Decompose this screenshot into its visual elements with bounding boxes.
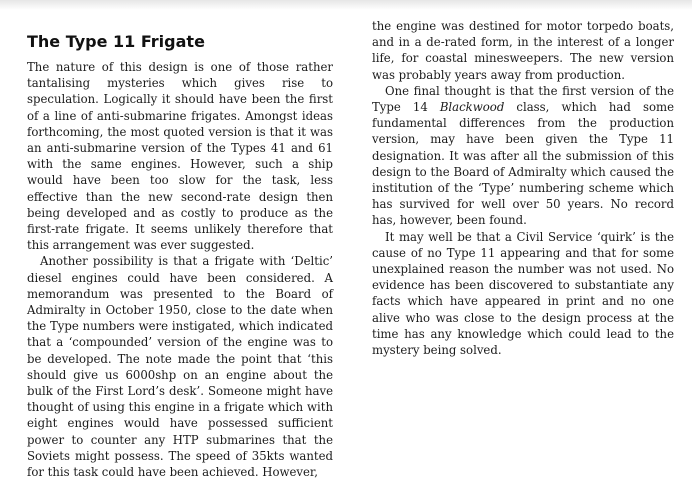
paragraph-4-text-b: class, which had some fundamental differences from the production version, may have been given the Type 11 designation. It was after all the submission of this design to the Board of Admiralty which caused the institution of the ‘Type’ numbering scheme which has survived for well over 50 years. No record has, however, been found. <box>372 100 674 228</box>
paragraph-1: The nature of this design is one of those rather tantalising mysteries which gives rise to speculation. Logically it should have been the first of a line of anti-submarine frigates. Amongst ideas forthcoming, the most quoted version is that it was an anti-submarine version of the Types 41 and 61 with the same engines. However, such a ship would have been too slow for the task, less effective than the new second-rate design then being developed and as costly to produce as the first-rate frigate. It seems unlikely therefore that this arrangement was ever suggested. <box>27 60 333 253</box>
page-edge-shadow <box>0 0 692 10</box>
ship-class-name: Blackwood <box>439 100 505 115</box>
paragraph-5: It may well be that a Civil Service ‘quirk’ is the cause of no Type 11 appearing and that for some unexplained reason the number was not used. No evidence has been discovered to substantiate any facts which have appeared in print and no one alive who was close to the design process at the time has any knowledge which could lead to the mystery being solved. <box>372 229 674 358</box>
paragraph-2: Another possibility is that a frigate with ‘Deltic’ diesel engines could have been considered. A memorandum was presented to the Board of Admiralty in October 1950, close to the date when the Type numbers were instigated, which indicated that a ‘compounded’ version of the engine was to be developed. The note made the point that ‘this should give us 6000shp on an engine about the bulk of the First Lord’s desk’. Someone might have thought of using this engine in a frigate which with eight engines would have possessed sufficient power to counter any HTP submarines that the Soviets might possess. The speed of 35kts wanted for this task could have been achieved. However, <box>27 254 333 480</box>
paragraph-4 <box>372 83 674 229</box>
left-column <box>27 32 333 480</box>
paragraph-4-text-a: One final thought is that the first version of the Type 14 <box>372 83 674 115</box>
paragraph-3: the engine was destined for motor torpedo boats, and in a de-rated form, in the interest of a longer life, for coastal minesweepers. The new version was probably years away from production. <box>372 19 674 82</box>
article-title: The Type 11 Frigate <box>27 32 205 51</box>
right-column <box>372 18 674 358</box>
